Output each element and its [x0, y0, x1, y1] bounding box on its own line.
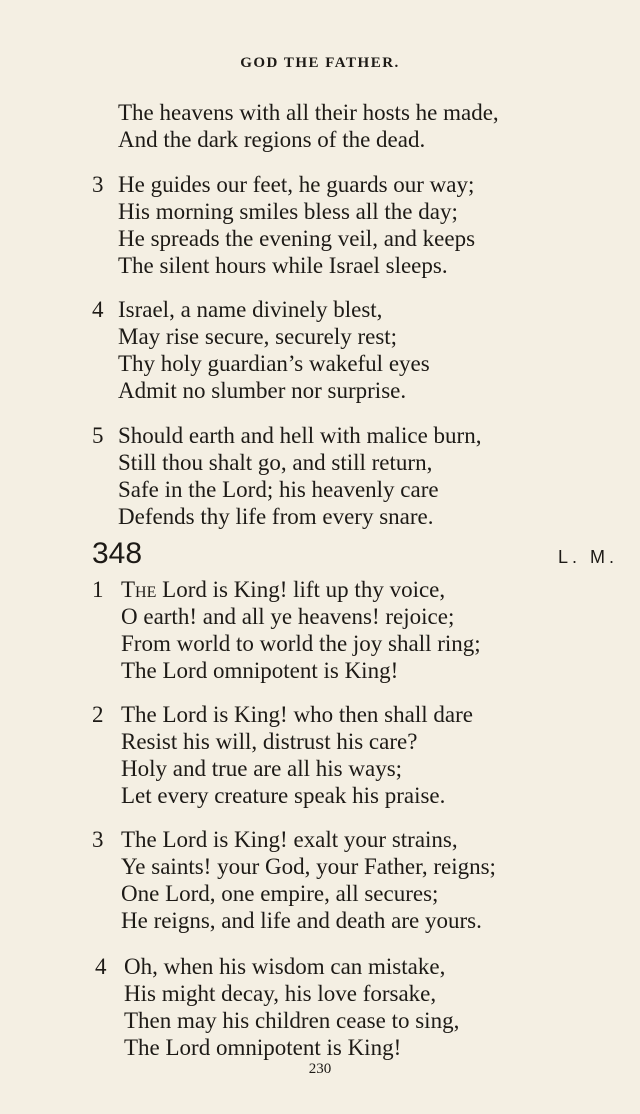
- verse-line: And the dark regions of the dead.: [118, 127, 426, 152]
- stanza-number: 3: [92, 827, 104, 852]
- verse-line: Ye saints! your God, your Father, reigns;: [121, 854, 496, 879]
- verse-line: Holy and true are all his ways;: [121, 756, 403, 781]
- verse-line: Israel, a name divinely blest,: [118, 297, 383, 322]
- verse-line: The silent hours while Israel sleeps.: [118, 253, 448, 278]
- verse-line: His morning smiles bless all the day;: [118, 199, 458, 224]
- hymn-meter: L. M.: [557, 547, 618, 567]
- verse-line: The Lord is King! exalt your strains,: [121, 827, 458, 852]
- stanza-number: 4: [92, 297, 104, 322]
- verse-line: Thy holy guardian’s wakeful eyes: [118, 351, 430, 376]
- page-number: 230: [308, 1061, 332, 1077]
- verse-line: The Lord omnipotent is King!: [124, 1035, 402, 1060]
- stanza-number: 5: [92, 423, 104, 448]
- verse-line: His might decay, his love forsake,: [124, 981, 437, 1006]
- page-header: GOD THE FATHER.: [240, 55, 400, 71]
- verse-line: Let every creature speak his praise.: [121, 783, 446, 808]
- verse-line: Safe in the Lord; his heavenly care: [118, 477, 439, 502]
- verse-line: The heavens with all their hosts he made,: [118, 100, 499, 125]
- stanza-number: 2: [92, 702, 104, 727]
- verse-line: The Lord is King! who then shall dare: [121, 702, 473, 727]
- verse-line: Oh, when his wisdom can mistake,: [124, 954, 446, 979]
- verse-line: Defends thy life from every snare.: [118, 504, 434, 529]
- verse-line: From world to world the joy shall ring;: [121, 631, 481, 656]
- verse-line: May rise secure, securely rest;: [118, 324, 398, 349]
- stanza-number: 3: [92, 172, 104, 197]
- verse-line: He reigns, and life and death are yours.: [121, 908, 482, 933]
- stanza-number: 1: [92, 577, 104, 602]
- verse-line: Then may his children cease to sing,: [124, 1008, 460, 1033]
- stanza-number: 4: [95, 954, 107, 979]
- verse-line: Still thou shalt go, and still return,: [118, 450, 433, 475]
- first-word: The: [121, 577, 157, 602]
- verse-line: Resist his will, distrust his care?: [121, 729, 418, 754]
- hymn-number: 348: [92, 537, 143, 570]
- verse-line: He spreads the evening veil, and keeps: [118, 226, 476, 251]
- first-line-rest: Lord is King! lift up thy voice,: [156, 577, 446, 602]
- verse-line: O earth! and all ye heavens! rejoice;: [121, 604, 455, 629]
- verse-line: The Lord omnipotent is King!: [121, 658, 399, 683]
- verse-line: Should earth and hell with malice burn,: [118, 423, 482, 448]
- verse-line-first: [121, 576, 445, 603]
- verse-line: Admit no slumber nor surprise.: [118, 378, 407, 403]
- verse-line: One Lord, one empire, all secures;: [121, 881, 439, 906]
- verse-line: He guides our feet, he guards our way;: [118, 172, 475, 197]
